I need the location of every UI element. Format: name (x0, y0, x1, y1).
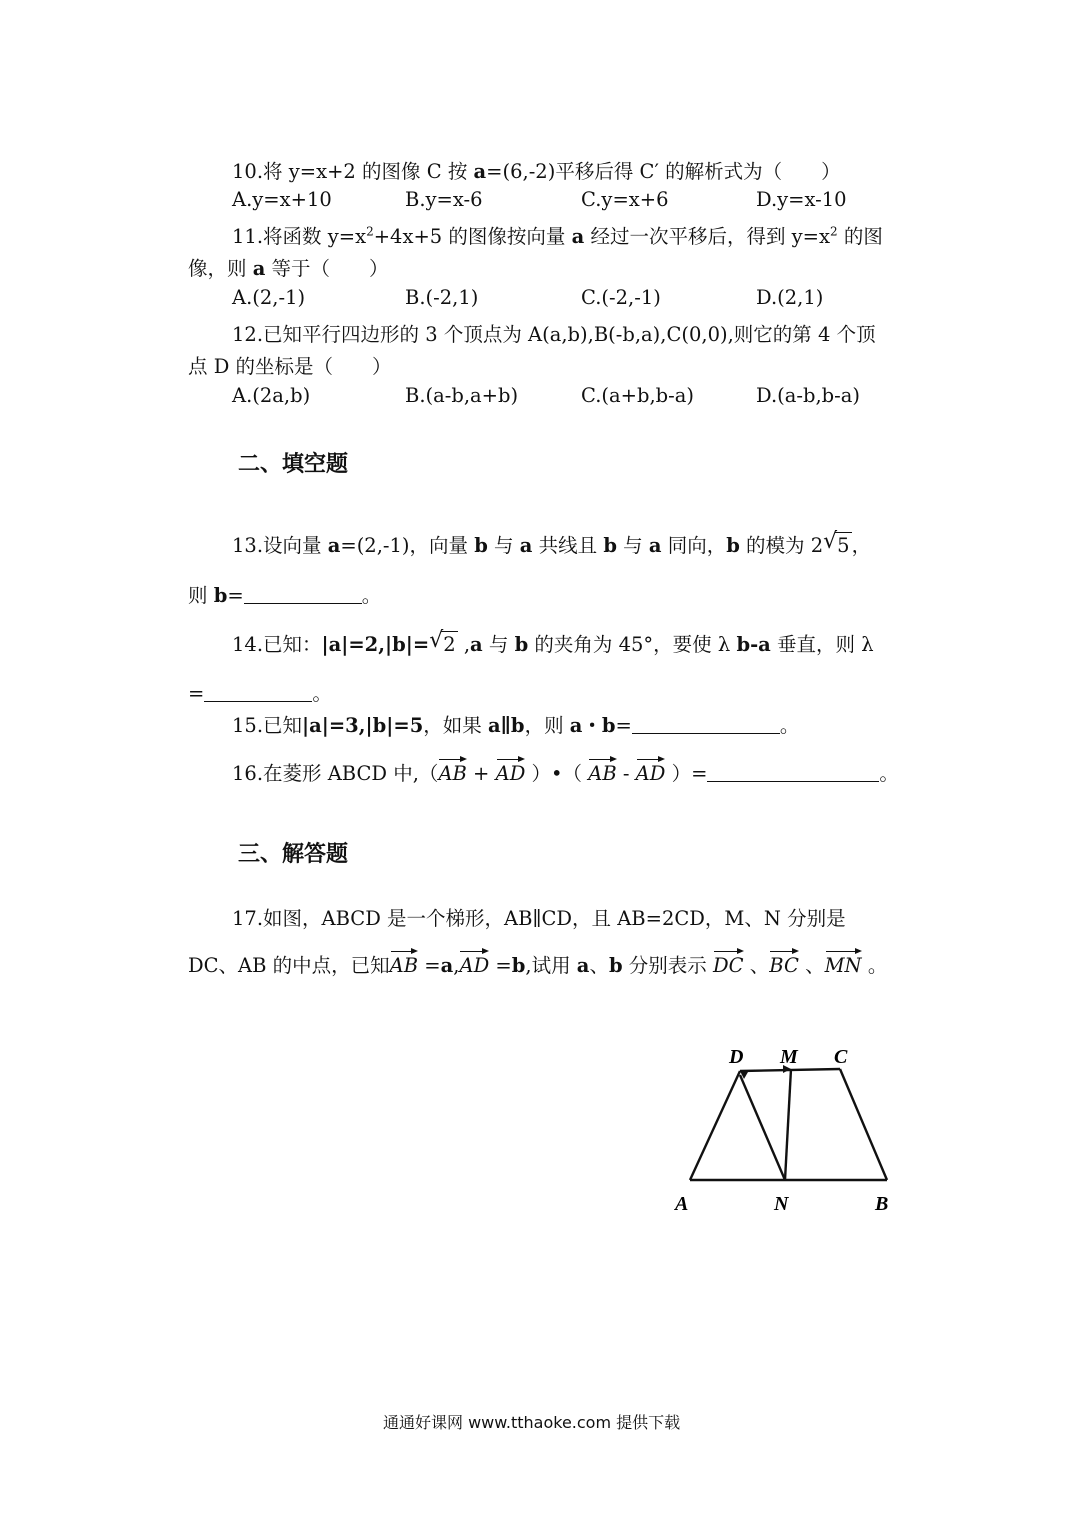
q11-stem-line1: 11.将函数 $y=x^2+4x+5$ 的图像按向量 a 经过一次平移后，得到 $y=x^2$ 的图 (232, 224, 883, 248)
segment-nd (740, 1075, 785, 1180)
label-c: C (834, 1046, 848, 1068)
vector-ab: AB (390, 948, 418, 977)
q16-stem: 16.在菱形 ABCD 中,（AB + AD ）•（ AB - AD ）= 。 (232, 756, 899, 786)
label-n: N (774, 1193, 789, 1215)
edge-bc (840, 1069, 887, 1180)
q12-option-c: C.(a+b,b-a) (581, 384, 694, 407)
label-b: B (875, 1193, 889, 1215)
sqrt-symbol: √ 5 (823, 532, 851, 557)
q15-stem: 15.已知|a|=3,|b|=5，如果 a∥b，则 a・b= 。 (232, 714, 800, 737)
q12-stem-line2: 点 D 的坐标是（ ） (188, 355, 392, 378)
vector-ad: AD (496, 756, 526, 785)
q17-stem-line1: 17.如图，ABCD 是一个梯形，AB∥CD，且 AB=2CD，M、N 分别是 (232, 907, 846, 930)
q10-option-d: D.y=x-10 (756, 188, 847, 211)
label-a: A (675, 1193, 689, 1215)
q11-option-a: A.(2,-1) (232, 286, 306, 309)
q12-option-b: B.(a-b,a+b) (405, 384, 519, 407)
vector-ad: AD (636, 756, 666, 785)
q10-option-c: C.y=x+6 (581, 188, 669, 211)
q14-stem-line1: 14.已知：|a|=2,|b|=√ 2 ,a 与 b 的夹角为 45°，要使 λ b-a 垂直，则 λ (232, 629, 874, 657)
q10-option-b: B.y=x-6 (405, 188, 483, 211)
q10-stem: 10.将 y=x+2 的图像 C 按 a=(6,-2)平移后得 C′ 的解析式为（ ） (232, 160, 841, 183)
q11-option-b: B.(-2,1) (405, 286, 479, 309)
page-footer: 通通好课网 www.tthaoke.com 提供下载 (383, 1413, 681, 1432)
label-m: M (780, 1046, 798, 1068)
q12-option-a: A.(2a,b) (232, 384, 311, 407)
q10-option-a: A.y=x+10 (232, 188, 332, 211)
q13-answer-blank[interactable] (244, 585, 362, 604)
sqrt-symbol: √ 2 (429, 631, 457, 656)
vector-ad: AD (459, 948, 489, 977)
q14-stem-line2: = 。 (188, 682, 332, 705)
q11-stem-line2: 像，则 a 等于（ ） (188, 257, 389, 280)
q16-answer-blank[interactable] (707, 763, 879, 782)
vector-dc: DC (713, 948, 744, 977)
trapezoid-figure (665, 1035, 905, 1220)
q17-stem-line2: DC、AB 的中点，已知AB =a,AD =b,试用 a、b 分别表示 DC 、BC 、MN 。 (188, 948, 887, 978)
vector-ab: AB (588, 756, 616, 785)
vector-ab: AB (438, 756, 466, 785)
q13-stem-line2: 则 b= 。 (188, 584, 382, 607)
segment-nm (785, 1069, 791, 1180)
edge-ad (690, 1071, 740, 1180)
q13-stem-line1: 13.设向量 a=(2,-1)，向量 b 与 a 共线且 b 与 a 同向，b 的模为 2√ 5 ， (232, 530, 871, 558)
q14-answer-blank[interactable] (204, 683, 312, 702)
vector-bc: BC (769, 948, 799, 977)
q12-stem-line1: 12.已知平行四边形的 3 个顶点为 A(a,b),B(-b,a),C(0,0),则它的第 4 个顶 (232, 323, 876, 346)
section-heading-solutions: 三、解答题 (238, 842, 349, 867)
q11-option-d: D.(2,1) (756, 286, 824, 309)
label-d: D (729, 1046, 744, 1068)
q15-answer-blank[interactable] (632, 715, 780, 734)
q11-option-c: C.(-2,-1) (581, 286, 661, 309)
section-heading-fill-in: 二、填空题 (238, 452, 349, 477)
vector-mn: MN (825, 948, 862, 977)
q12-option-d: D.(a-b,b-a) (756, 384, 860, 407)
